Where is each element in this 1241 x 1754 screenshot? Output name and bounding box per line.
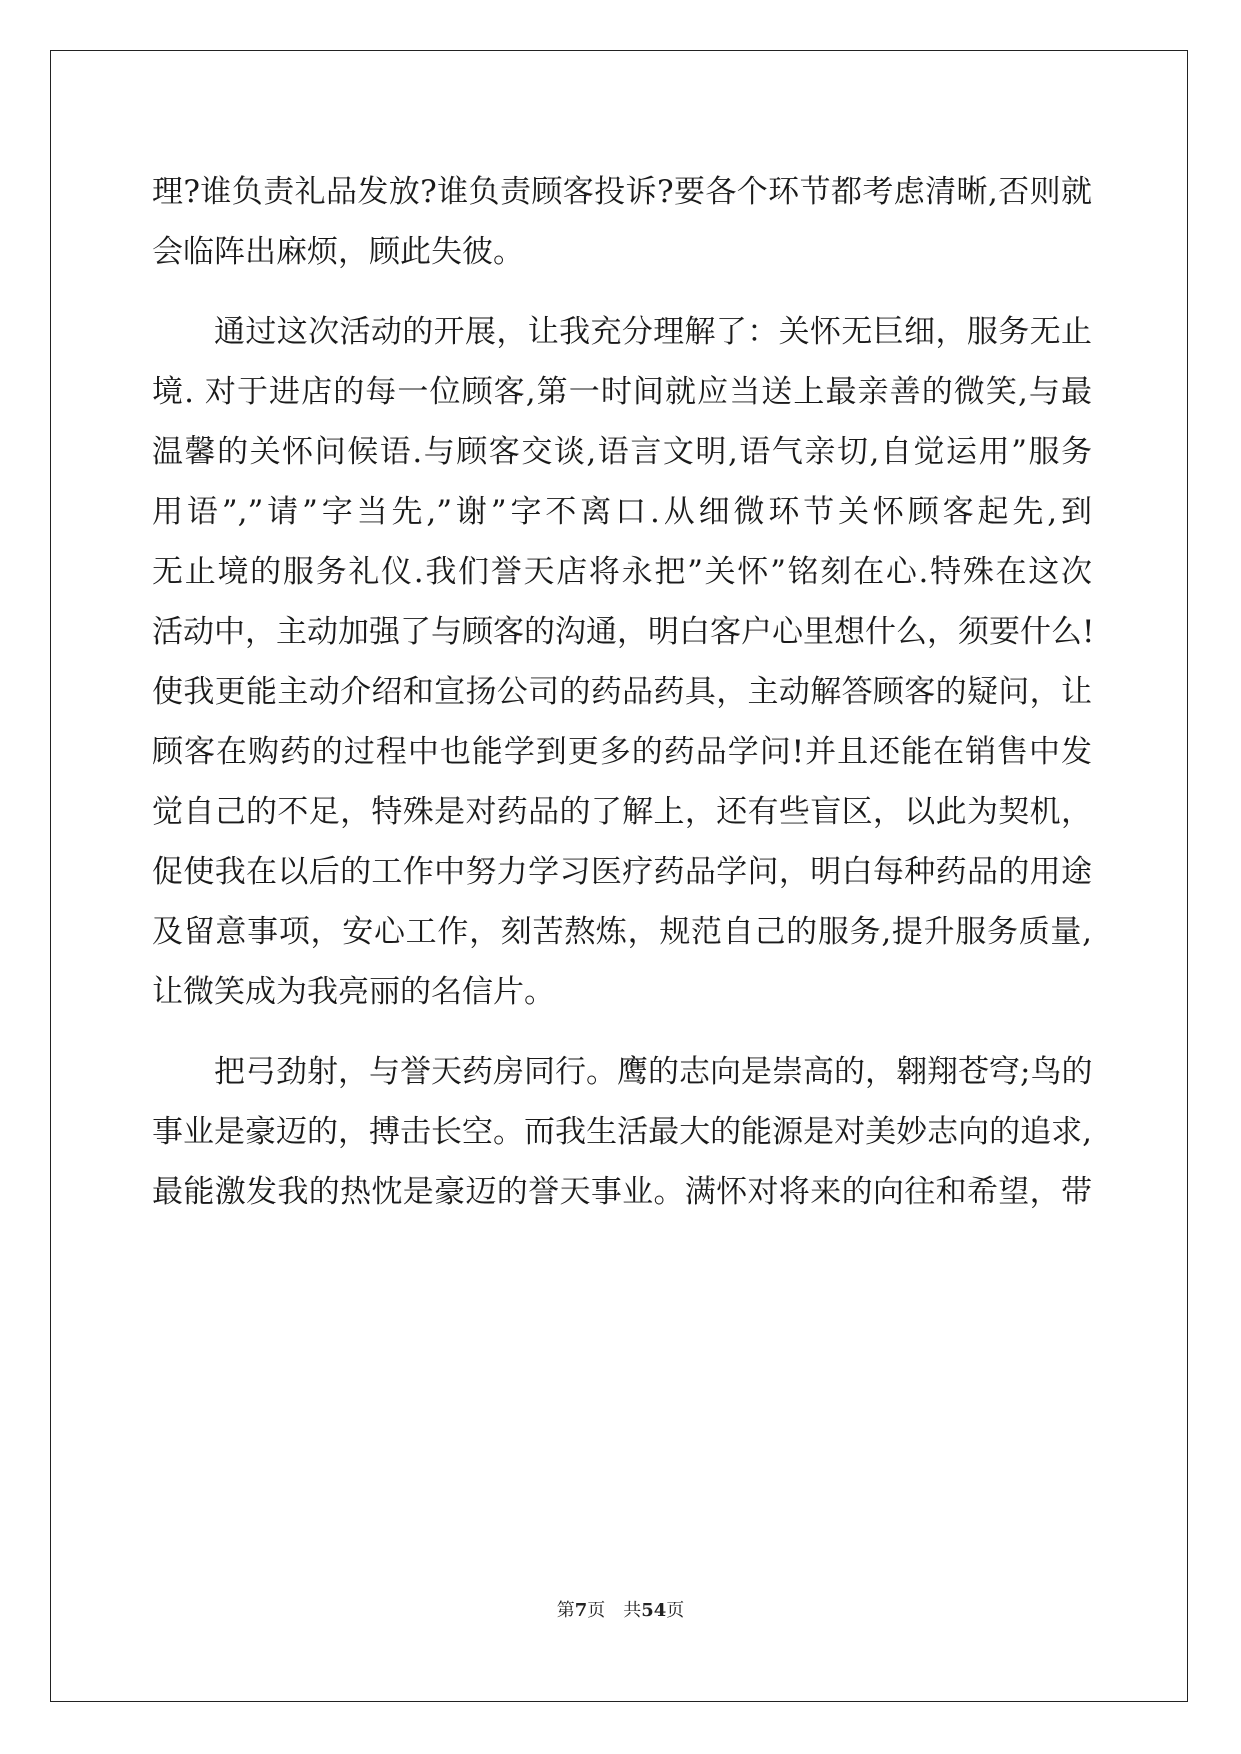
total-pages: 54 — [641, 1600, 667, 1621]
body-line: 温馨的关怀问候语.与顾客交谈,语言文明,语气亲切,自觉运用”服务 — [152, 434, 1092, 470]
body-line: 无止境的服务礼仪.我们誉天店将永把”关怀”铭刻在心.特殊在这次 — [152, 554, 1092, 590]
footer-prefix: 第 — [556, 1600, 575, 1621]
body-line: 理?谁负责礼品发放?谁负责顾客投诉?要各个环节都考虑清晰,否则就 — [152, 174, 1092, 210]
document-body — [152, 162, 1095, 1222]
footer-suffix: 页 — [666, 1600, 685, 1621]
body-line: 让微笑成为我亮丽的名信片。 — [152, 974, 555, 1010]
body-line: 把弓劲射，与誉天药房同行。鹰的志向是崇高的，翱翔苍穹;鸟的 — [214, 1054, 1093, 1090]
body-line: 最能激发我的热忱是豪迈的誉天事业。满怀对将来的向往和希望，带 — [152, 1174, 1092, 1210]
footer-mid: 页 共 — [587, 1600, 642, 1621]
body-line: 用语”,”请”字当先,”谢”字不离口.从细微环节关怀顾客起先,到 — [152, 494, 1092, 530]
body-line: 通过这次活动的开展，让我充分理解了：关怀无巨细，服务无止 — [214, 314, 1092, 350]
body-line: 事业是豪迈的，搏击长空。而我生活最大的能源是对美妙志向的追求, — [152, 1114, 1092, 1150]
page-footer — [0, 1596, 1241, 1622]
body-line: 顾客在购药的过程中也能学到更多的药品学问!并且还能在销售中发 — [152, 734, 1092, 770]
body-line: 境. 对于进店的每一位顾客,第一时间就应当送上最亲善的微笑,与最 — [152, 374, 1092, 410]
body-line: 活动中，主动加强了与顾客的沟通，明白客户心里想什么，须要什么! — [152, 614, 1095, 650]
body-line: 使我更能主动介绍和宣扬公司的药品药具，主动解答顾客的疑问，让 — [152, 674, 1092, 710]
body-line: 觉自己的不足，特殊是对药品的了解上，还有些盲区，以此为契机， — [152, 794, 1092, 830]
body-line: 促使我在以后的工作中努力学习医疗药品学问，明白每种药品的用途 — [152, 854, 1092, 890]
page-number: 7 — [574, 1600, 588, 1621]
body-line: 及留意事项，安心工作，刻苦熬炼，规范自己的服务,提升服务质量, — [152, 914, 1092, 950]
body-line: 会临阵出麻烦，顾此失彼。 — [152, 234, 524, 270]
